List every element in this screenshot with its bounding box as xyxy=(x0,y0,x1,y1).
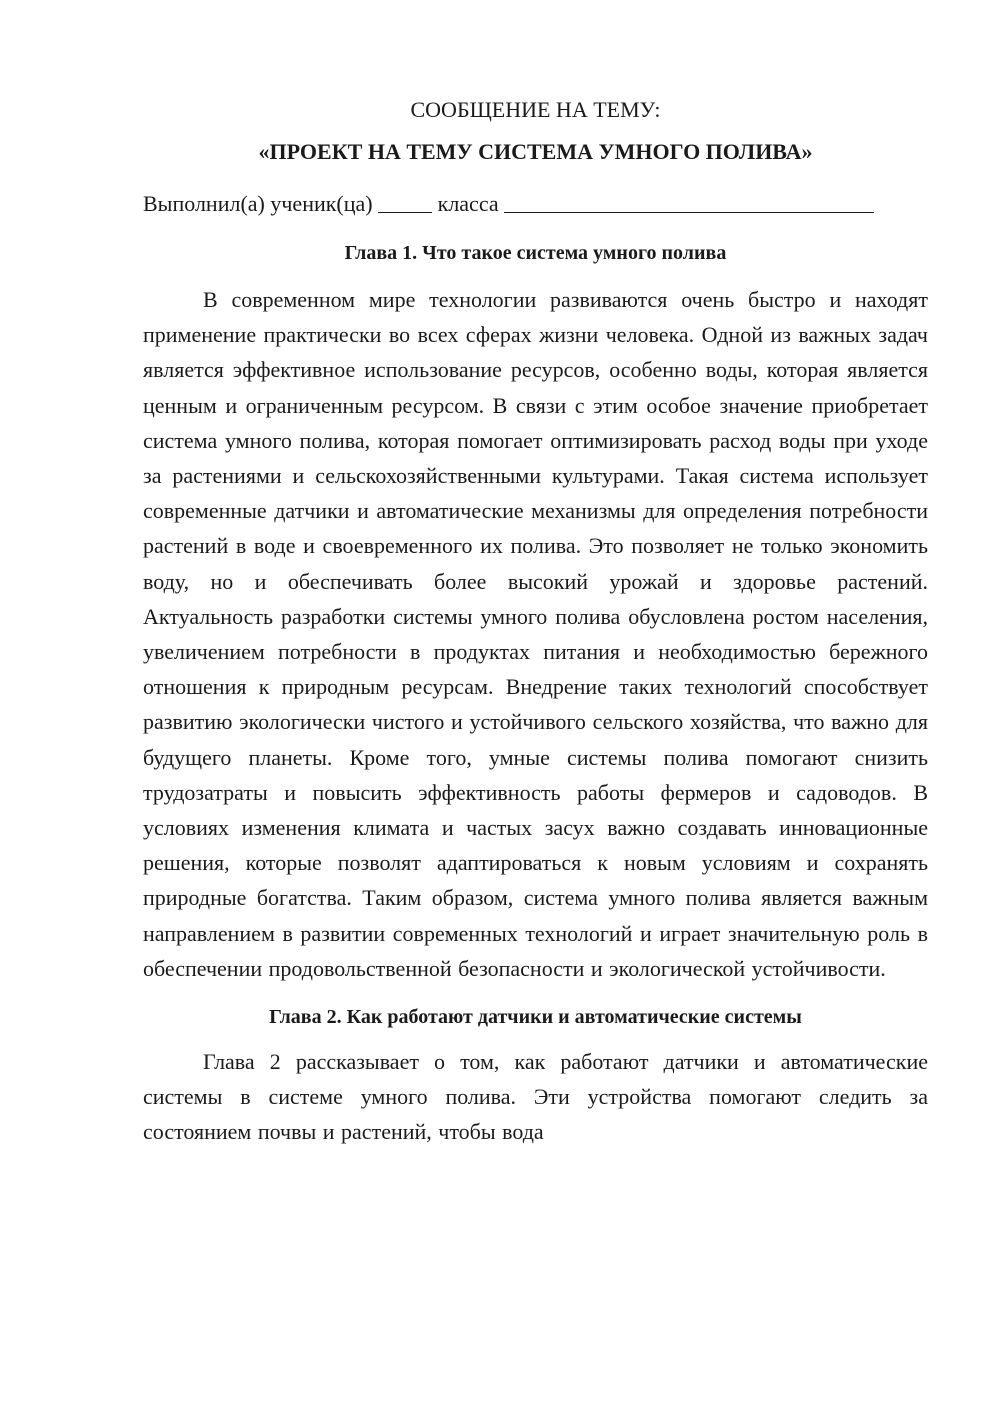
document-title: «ПРОЕКТ НА ТЕМУ СИСТЕМА УМНОГО ПОЛИВА» xyxy=(258,139,813,164)
student-name-blank xyxy=(504,190,874,213)
chapter2-heading: Глава 2. Как работают датчики и автоматические системы xyxy=(269,1006,802,1029)
class-number-blank xyxy=(378,190,432,213)
author-class-word: класса xyxy=(437,191,499,216)
chapter1-heading: Глава 1. Что такое система умного полива xyxy=(344,242,727,264)
chapter2-paragraph: Глава 2 рассказывает о том, как работают датчики и автоматические системы в системе умного полива. Эти устройства помогают следить за состоянием почвы и растений, чтобы вода xyxy=(143,1049,928,1145)
author-prefix: Выполнил(а) ученик(ца) xyxy=(143,191,373,216)
chapter1-paragraph: В современном мире технологии развиваются очень быстро и находят применение практически во всех сферах жизни человека. Одной из важных задач является эффективное использование ресурсов, особенно воды, которая является ценным и ограниченным ресурсом. В связи с этим особое значение приобретает система умного полива, которая помогает оптимизировать расход воды при уходе за растениями и сельскохозяйственными культурами. Такая система использует современные датчики и автоматические механизмы для определения потребности растений в воде и своевременного их полива. Это позволяет не только экономить воду, но и обеспечивать более высокий урожай и здоровье растений. Актуальность разработки системы умного полива обусловлена ростом населения, увеличением потребности в продуктах питания и необходимостью бережного отношения к природным ресурсам. Внедрение таких технологий способствует развитию экологически чистого и устойчивого сельского хозяйства, что важно для будущего планеты. Кроме того, умные системы полива помогают снизить трудозатраты и повысить эффективность работы фермеров и садоводов. В условиях изменения климата и частых засух важно создавать инновационные решения, которые позволят адаптироваться к новым условиям и сохранять природные богатства. Таким образом, система умного полива является важным направлением в развитии современных технологий и играет значительную роль в обеспечении продовольственной безопасности и экологической устойчивости. xyxy=(143,287,928,981)
author-line xyxy=(143,186,928,222)
document-title-line1: СООБЩЕНИЕ НА ТЕМУ: xyxy=(410,97,661,122)
document-page xyxy=(143,92,928,1150)
